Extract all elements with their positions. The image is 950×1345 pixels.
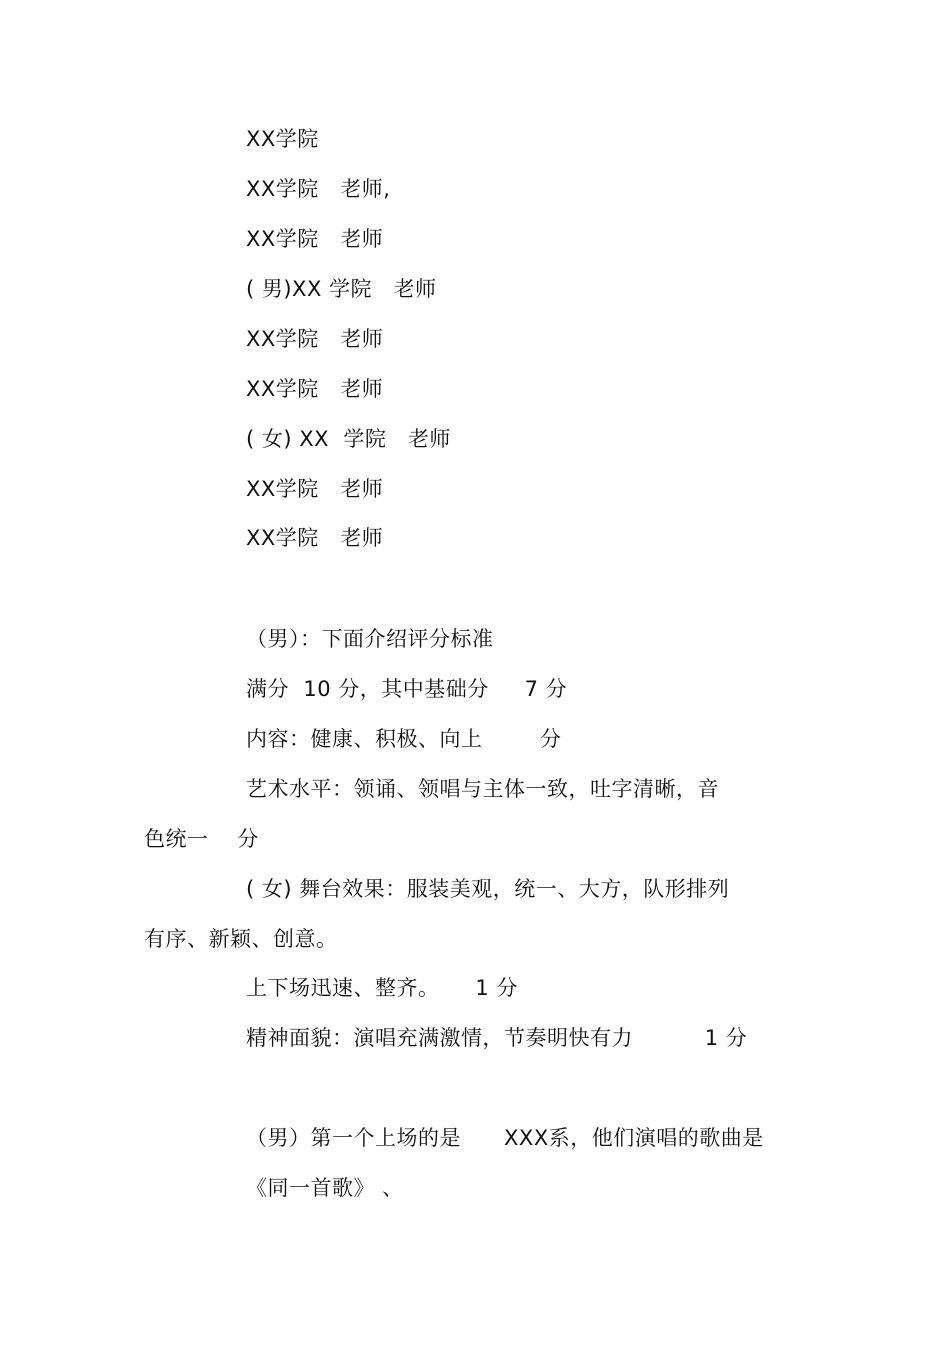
name-line-6: XX学院 老师	[246, 377, 384, 401]
name-line-9: XX学院 老师	[246, 526, 384, 550]
name-line-5: XX学院 老师	[246, 327, 384, 351]
scoring-content: 内容：健康、积极、向上 分	[246, 727, 562, 751]
scoring-entrance: 上下场迅速、整齐。 1 分	[246, 976, 518, 1000]
name-line-4: ( 男)XX 学院 老师	[246, 277, 437, 301]
name-line-3: XX学院 老师	[246, 227, 384, 251]
scoring-stage-line-2: 有序、新颖、创意。	[144, 927, 338, 951]
name-line-8: XX学院 老师	[246, 477, 384, 501]
name-line-7: ( 女) XX 学院 老师	[246, 427, 451, 451]
scoring-intro: （男）：下面介绍评分标准	[246, 627, 494, 651]
scoring-art-line-1: 艺术水平：领诵、领唱与主体一致，吐字清晰，音	[246, 777, 719, 801]
scoring-total: 满分 10 分，其中基础分 7 分	[246, 677, 568, 701]
program-first-line-1: （男）第一个上场的是 XXX系，他们演唱的歌曲是	[246, 1126, 764, 1150]
scoring-stage-line-1: ( 女) 舞台效果：服装美观，统一、大方，队形排列	[246, 877, 730, 901]
name-line-2: XX学院 老师,	[246, 177, 391, 201]
program-first-line-2: 《同一首歌》 、	[246, 1176, 404, 1200]
scoring-art-line-2: 色统一 分	[144, 827, 259, 851]
name-line-1: XX学院	[246, 127, 319, 151]
scoring-spirit: 精神面貌：演唱充满激情，节奏明快有力 1 分	[246, 1026, 748, 1050]
